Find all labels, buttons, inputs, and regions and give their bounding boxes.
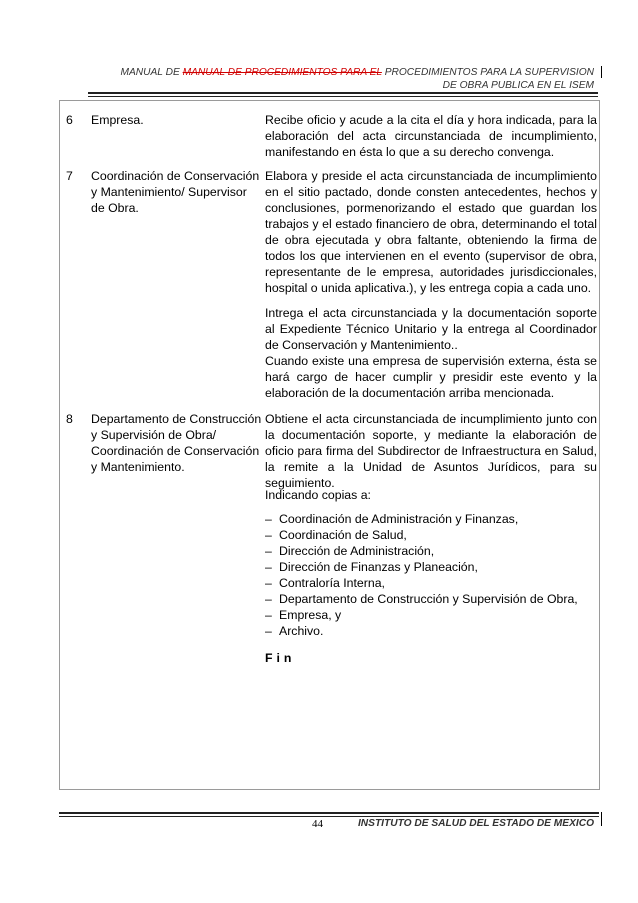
list-item [265,591,597,607]
description-paragraph: Recibe oficio y acude a la cita el día y hora indicada, para la elaboración del acta circunstanciada de incumplimiento, manifestando en ésta lo que a su derecho convenga. [265,113,597,159]
step-number: 7 [66,169,73,183]
page-header [90,66,594,92]
description-paragraph: Obtiene el acta circunstanciada de incumplimiento junto con la documentación soporte, y mediante la elaboración de oficio para firma del Subdirector de Infraestructura en Salud, la remite a la Unidad de Asuntos Jurídicos, para su seguimiento. [265,412,597,490]
copy-recipient: Coordinación de Administración y Finanzas, [279,512,519,526]
header-rule-thin [88,96,598,97]
copy-recipient: Departamento de Construcción y Supervisión de Obra, [279,592,578,606]
header-line-2: DE OBRA PUBLICA EN EL ISEM [442,80,594,91]
copy-recipient: Coordinación de Salud, [279,528,407,542]
list-item [265,559,597,575]
step-actor: Empresa. [91,113,144,127]
page-number: 44 [312,818,323,830]
list-item [265,623,597,639]
list-item [265,543,597,559]
step-description [265,411,597,491]
header-side-rule [601,66,602,78]
copy-recipient: Empresa, y [279,608,342,622]
dash-bullet: – [265,576,272,590]
copy-recipient: Archivo. [279,624,324,638]
step-description [265,112,597,160]
list-item [265,575,597,591]
footer-rule-thick [59,812,599,814]
step-number: 6 [66,113,73,127]
list-item [265,527,597,543]
copy-recipient: Contraloría Interna, [279,576,385,590]
dash-bullet: – [265,512,272,526]
step-description [265,168,597,296]
dash-bullet: – [265,624,272,638]
step-description [265,353,597,401]
copies-list [265,511,597,639]
description-paragraph: Indicando copias a: [265,488,371,502]
copy-recipient: Dirección de Administración, [279,544,435,558]
copy-recipient: Dirección de Finanzas y Planeación, [279,560,478,574]
footer-rule-thin [59,816,599,817]
dash-bullet: – [265,560,272,574]
dash-bullet: – [265,592,272,606]
description-paragraph: Intrega el acta circunstanciada y la documentación soporte al Expediente Técnico Unitario y la entrega al Coordinador de Conservación y Mantenimiento.. [265,306,597,352]
header-title-rest: PROCEDIMIENTOS PARA LA SUPERVISION [381,67,594,78]
footer-side-rule [601,812,602,826]
description-paragraph: Elabora y preside el acta circunstanciada de incumplimiento en el sitio pactado, donde consten antecedentes, hechos y conclusiones, pormenorizando el estado que guardan los trabajos y el estado financiero de obra, determinando el total de obra ejecutada y obra faltante, obteniendo la firma de todos los que intervienen en el evento (supervisor de obra, representante de le empresa, autoridades jurisdiccionales, hospital o unida aplicativa.), y les entrega copia a cada uno. [265,169,597,295]
step-number: 8 [66,412,73,426]
description-paragraph: Cuando existe una empresa de supervisión externa, ésta se hará cargo de hacer cumplir y presidir este evento y la elaboración de la documentación arriba mencionada. [265,354,597,400]
step-description [265,305,597,353]
step-description [265,487,597,503]
dash-bullet: – [265,544,272,558]
header-struck-text: MANUAL DE PROCEDIMIENTOS PARA EL [182,67,382,78]
footer-institution: INSTITUTO DE SALUD DEL ESTADO DE MEXICO [357,818,594,829]
list-item [265,511,597,527]
header-rule-thick [88,92,598,94]
step-actor: Coordinación de Conservación y Mantenimiento/ Supervisor de Obra. [91,169,260,215]
header-line-1 [90,66,594,79]
list-item [265,607,597,623]
dash-bullet: – [265,608,272,622]
step-actor: Departamento de Construcción y Supervisión de Obra/ Coordinación de Conservación y Mantenimiento. [91,412,262,474]
dash-bullet: – [265,528,272,542]
end-marker: Fin [265,651,296,665]
header-prefix: MANUAL DE [120,67,183,78]
